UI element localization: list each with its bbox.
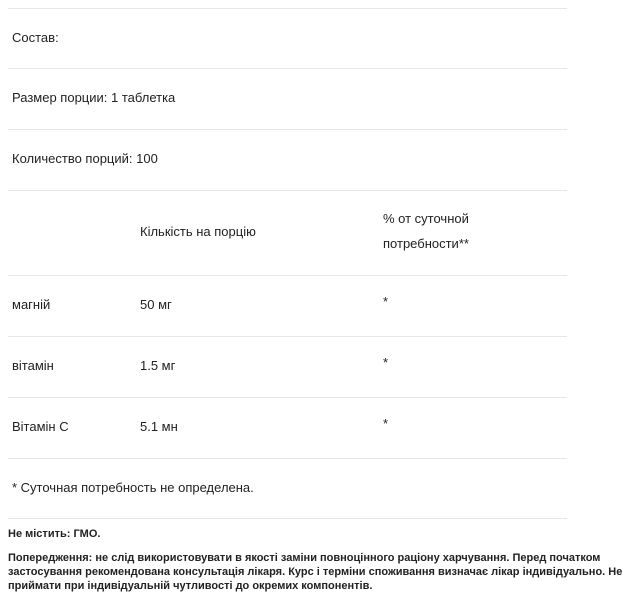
nutrient-amount: 1.5 мг — [140, 358, 176, 373]
table-row — [8, 336, 567, 397]
daily-value-header-line2: потребности** — [383, 236, 469, 251]
nutrient-name: Вітамін С — [12, 419, 69, 434]
supplement-facts-table — [8, 8, 567, 519]
daily-value-header-line1: % от суточной — [383, 211, 469, 226]
nutrient-daily-value: * — [383, 355, 389, 370]
gmo-note: Не містить: ГМО. — [8, 528, 101, 540]
serving-size-row — [8, 68, 567, 129]
servings-count-text: Количество порций: 100 — [12, 151, 158, 166]
nutrient-amount: 50 мг — [140, 297, 172, 312]
product-notes — [8, 527, 628, 603]
table-header-row — [8, 190, 567, 275]
nutrient-name: вітамін — [12, 358, 54, 373]
table-row — [8, 397, 567, 458]
warning-note: Попередження: не слід використовувати в якості заміни повноцінного раціону харчування. Перед початком застосування рекомендована консультація лікаря. Курс і терміни споживання визначає лікар індивідуально. Не приймати при індивідуальній чутливості до окремих компонентів. — [8, 552, 623, 592]
nutrient-daily-value: * — [383, 416, 389, 431]
nutrient-name: магній — [12, 297, 51, 312]
servings-count-row — [8, 129, 567, 190]
nutrient-amount: 5.1 мн — [140, 419, 178, 434]
nutrient-daily-value: * — [383, 294, 389, 309]
amount-header: Кількість на порцію — [140, 224, 256, 239]
serving-size-text: Размер порции: 1 таблетка — [12, 90, 176, 105]
table-row — [8, 275, 567, 336]
composition-row — [8, 8, 567, 68]
composition-label: Состав: — [12, 30, 59, 45]
footnote-row — [8, 458, 567, 519]
daily-value-footnote: * Суточная потребность не определена. — [12, 480, 254, 495]
